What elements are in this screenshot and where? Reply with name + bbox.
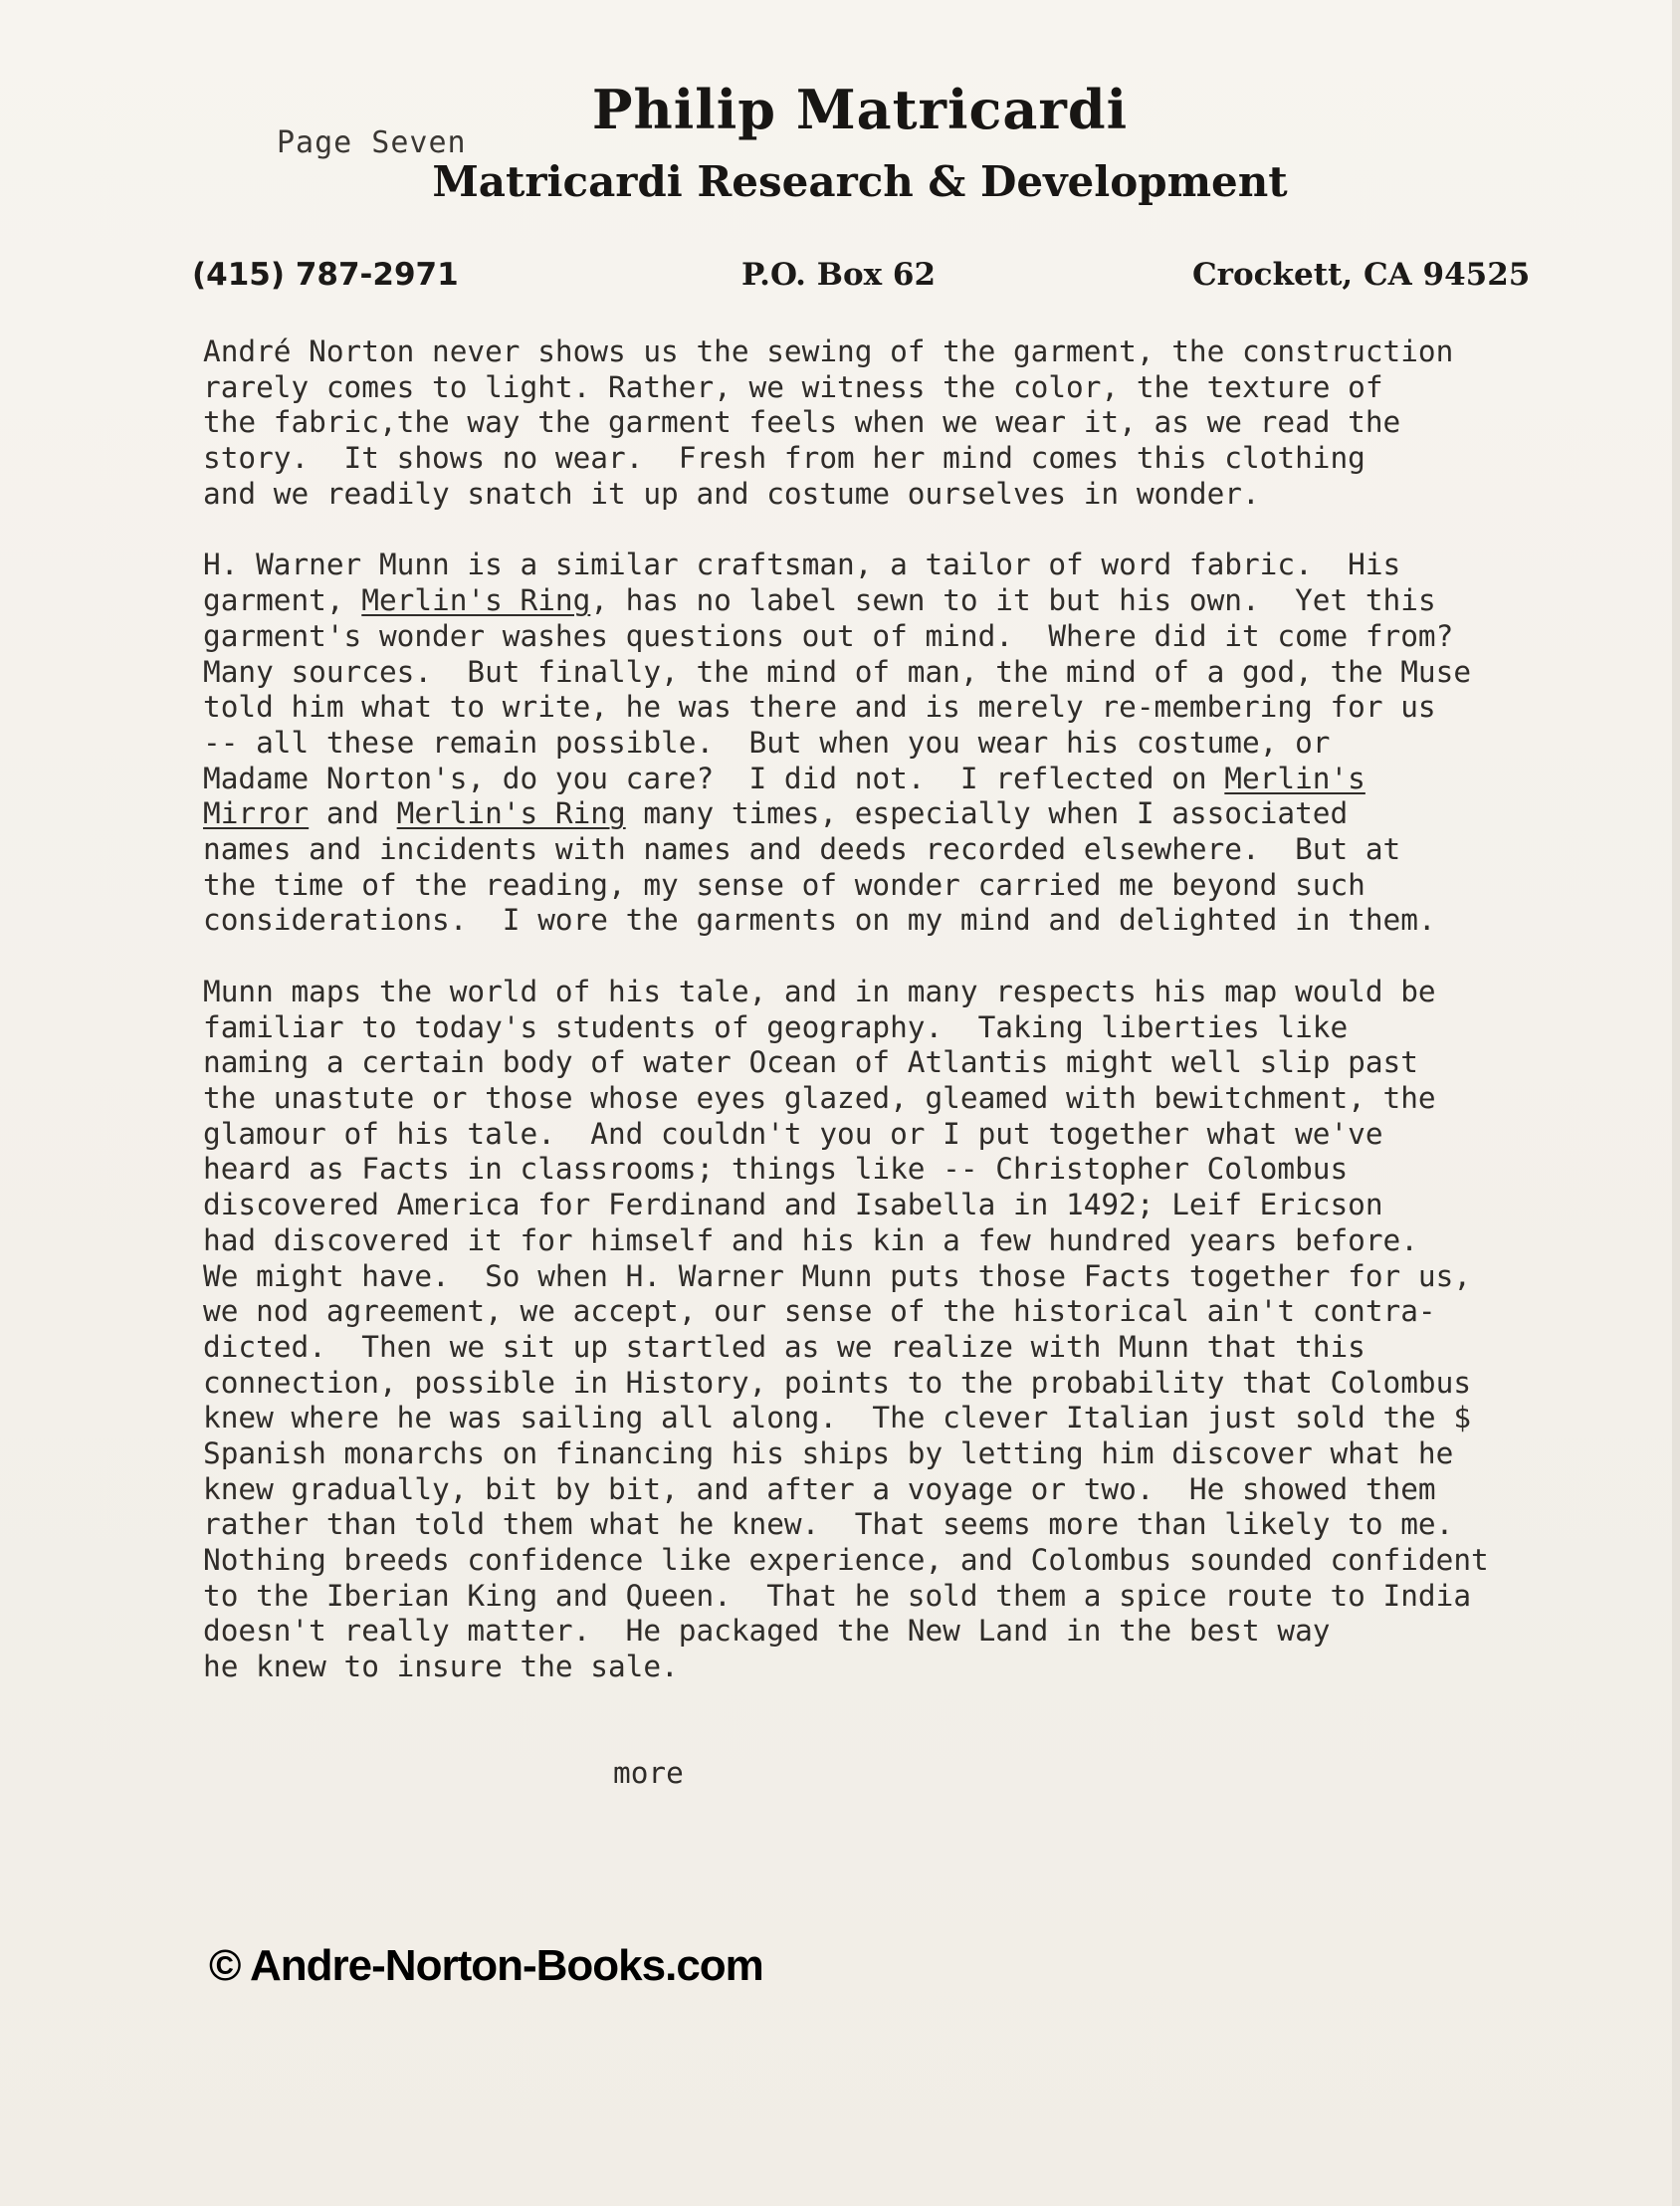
text-line [203, 690, 1636, 726]
text-line [203, 1010, 1636, 1046]
text-line [203, 477, 1636, 513]
letter-body [203, 334, 1636, 1721]
text-segment: told him what to write, he was there and is merely re-membering for us [203, 690, 1436, 725]
text-segment: he knew to insure the sale. [203, 1650, 679, 1684]
text-segment: rarely comes to light. Rather, we witness the color, the texture of [203, 369, 1383, 404]
text-segment: we nod agreement, we accept, our sense of the historical ain't contra- [203, 1294, 1436, 1329]
text-line [203, 726, 1636, 762]
text-line [203, 655, 1636, 691]
text-segment: Madame Norton's, do you care? I did not. I reflected on [203, 761, 1225, 795]
text-line [203, 1436, 1636, 1472]
text-segment: Many sources. But finally, the mind of man, the mind of a god, the Muse [203, 654, 1472, 689]
text-segment: Munn maps the world of his tale, and in many respects his map would be [203, 975, 1436, 1008]
text-line [203, 1081, 1636, 1117]
text-line [203, 975, 1636, 1010]
text-segment: rather than told them what he knew. That seems more than likely to me. [203, 1507, 1454, 1542]
text-segment: -- all these remain possible. But when you wear his costume, or [203, 725, 1331, 760]
text-segment: We might have. So when H. Warner Munn puts those Facts together for us, [203, 1258, 1472, 1293]
text-segment: garment, [203, 583, 362, 618]
paragraph [203, 975, 1636, 1685]
text-line [203, 1472, 1636, 1508]
text-line [203, 1614, 1636, 1650]
text-line [203, 619, 1636, 655]
letterhead-city: Crockett, CA 94525 [1192, 257, 1531, 293]
text-segment: the unastute or those whose eyes glazed, gleamed with bewitchment, the [203, 1081, 1436, 1116]
paragraph [203, 334, 1636, 512]
page-edge [1672, 0, 1680, 2206]
letterhead-name: Philip Matricardi [591, 78, 1129, 141]
text-line [203, 903, 1636, 939]
page-number: Page Seven [277, 125, 467, 160]
book-title: Merlin's [1224, 761, 1365, 795]
text-line [203, 1045, 1636, 1081]
text-line [203, 1507, 1636, 1543]
text-segment: dicted. Then we sit up startled as we realize with Munn that this [203, 1329, 1365, 1364]
text-segment: connection, possible in History, points to the probability that Colombus [203, 1365, 1472, 1400]
text-line [203, 1543, 1636, 1579]
text-line [203, 334, 1636, 370]
text-segment: names and incidents with names and deeds recorded elsewhere. But at [203, 831, 1401, 866]
text-segment: Nothing breeds confidence like experience, and Colombus sounded confident [203, 1543, 1489, 1577]
text-segment: Spanish monarchs on financing his ships by letting him discover what he [203, 1435, 1454, 1470]
text-line [203, 1259, 1636, 1295]
text-segment: story. It shows no wear. Fresh from her mind comes this clothing [203, 441, 1365, 476]
text-line [203, 762, 1636, 797]
text-segment: knew where he was sailing all along. The clever Italian just sold the $ [203, 1401, 1472, 1435]
text-segment: naming a certain body of water Ocean of Atlantis might well slip past [203, 1045, 1418, 1080]
text-segment: glamour of his tale. And couldn't you or I put together what we've [203, 1116, 1383, 1151]
text-segment: the fabric,the way the garment feels when we wear it, as we read the [203, 405, 1401, 440]
text-line [203, 1650, 1636, 1685]
text-segment: and [309, 796, 397, 831]
text-segment: the time of the reading, my sense of wonder carried me beyond such [203, 867, 1365, 902]
text-line [203, 583, 1636, 619]
text-line [203, 548, 1636, 583]
text-line [203, 1401, 1636, 1436]
text-line [203, 868, 1636, 904]
text-line [203, 1188, 1636, 1223]
text-segment: doesn't really matter. He packaged the New Land in the best way [203, 1614, 1331, 1649]
text-line [203, 1223, 1636, 1259]
text-line [203, 1579, 1636, 1615]
book-title: Merlin's Ring [396, 796, 626, 831]
text-line [203, 1330, 1636, 1366]
text-line [203, 370, 1636, 406]
text-line [203, 1152, 1636, 1188]
text-segment: to the Iberian King and Queen. That he sold them a spice route to India [203, 1578, 1472, 1613]
book-title: Mirror [203, 796, 310, 831]
text-line [203, 1366, 1636, 1402]
letterhead-company: Matricardi Research & Development [432, 157, 1288, 206]
text-line [203, 405, 1636, 441]
text-segment: many times, especially when I associated [625, 796, 1349, 831]
text-segment: , has no label sewn to it but his own. Yet this [590, 583, 1436, 618]
text-segment: H. Warner Munn is a similar craftsman, a tailor of word fabric. His [203, 548, 1401, 582]
text-line [203, 832, 1636, 868]
text-segment: heard as Facts in classrooms; things like -- Christopher Colombus [203, 1152, 1349, 1187]
text-line [203, 1117, 1636, 1153]
book-title: Merlin's Ring [361, 583, 591, 618]
text-segment: discovered America for Ferdinand and Isabella in 1492; Leif Ericson [203, 1188, 1383, 1222]
text-segment: garment's wonder washes questions out of mind. Where did it come from? [203, 618, 1454, 653]
letterhead-phone: (415) 787-2971 [192, 257, 459, 293]
paragraph [203, 548, 1636, 939]
copyright-watermark: © Andre-Norton-Books.com [209, 1941, 763, 1990]
text-line [203, 1294, 1636, 1330]
text-line [203, 796, 1636, 832]
text-segment: considerations. I wore the garments on my mind and delighted in them. [203, 903, 1436, 938]
text-segment: and we readily snatch it up and costume ourselves in wonder. [203, 476, 1260, 511]
text-segment: had discovered it for himself and his kin a few hundred years before. [203, 1222, 1418, 1257]
continuation-marker: more [613, 1756, 684, 1790]
text-segment: knew gradually, bit by bit, and after a voyage or two. He showed them [203, 1471, 1436, 1506]
text-segment: André Norton never shows us the sewing of the garment, the construction [203, 334, 1454, 368]
text-line [203, 441, 1636, 477]
text-segment: familiar to today's students of geography. Taking liberties like [203, 1009, 1349, 1044]
letterhead-po-box: P.O. Box 62 [741, 257, 937, 293]
